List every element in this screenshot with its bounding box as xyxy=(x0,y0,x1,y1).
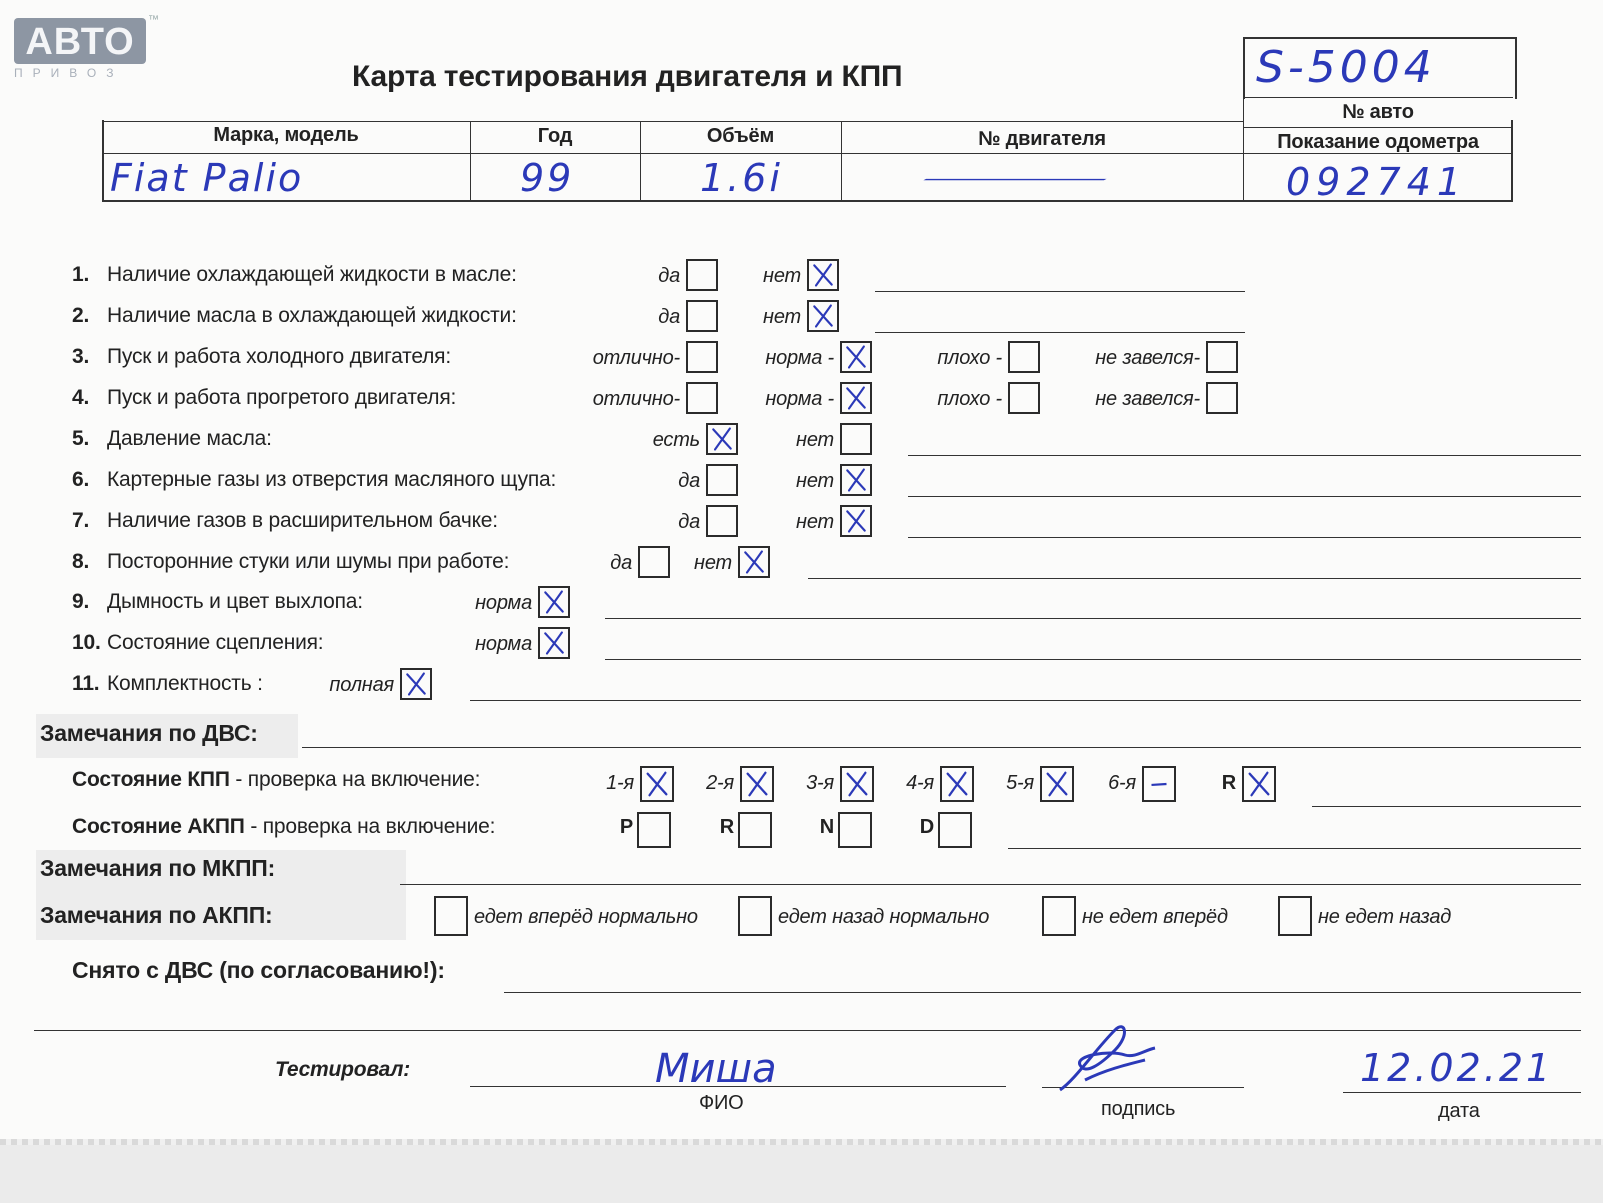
item-label: Состояние сцепления: xyxy=(107,631,324,654)
kpp-label xyxy=(72,768,480,792)
option-label: нет xyxy=(763,306,801,328)
item-number: 10. xyxy=(72,631,101,654)
option-label: отлично- xyxy=(592,347,680,369)
gear-label: 1-я xyxy=(606,772,634,794)
item-number: 4. xyxy=(72,386,90,409)
logo-brand: АВТО xyxy=(25,21,135,63)
checkbox-checked[interactable] xyxy=(807,300,839,332)
item-notes-line[interactable] xyxy=(875,332,1245,333)
kpp-label-bold: Состояние КПП xyxy=(72,768,230,791)
gear-label: 3-я xyxy=(806,772,834,794)
item-notes-line[interactable] xyxy=(908,537,1581,538)
gear-label: 4-я xyxy=(906,772,934,794)
option-label: норма - xyxy=(765,347,834,369)
logo-tm: ™ xyxy=(148,14,159,26)
gear-checkbox-checked[interactable] xyxy=(840,766,874,802)
option-label: нет xyxy=(796,470,834,492)
option-label: да xyxy=(658,306,680,328)
item-notes-line[interactable] xyxy=(605,618,1581,619)
item-number: 1. xyxy=(72,263,90,286)
col-header-car-no: № авто xyxy=(1342,101,1414,123)
akpp-mode-label: R xyxy=(719,816,734,838)
remarks-engine-line[interactable] xyxy=(302,747,1581,748)
gear-checkbox-checked[interactable] xyxy=(640,766,674,802)
value-year: 99 xyxy=(520,156,575,200)
item-label: Дымность и цвет выхлопа: xyxy=(107,590,363,613)
checkbox-checked[interactable] xyxy=(538,586,570,618)
option-label: отлично- xyxy=(592,388,680,410)
option-label: нет xyxy=(694,552,732,574)
item-label: Посторонние стуки или шумы при работе: xyxy=(107,550,510,573)
option-label: плохо - xyxy=(937,388,1002,410)
option-label: да xyxy=(678,511,700,533)
gear-label: 2-я xyxy=(706,772,734,794)
tested-by-label: Тестировал: xyxy=(275,1058,410,1081)
gear-label: 5-я xyxy=(1006,772,1034,794)
value-odometer: 092741 xyxy=(1286,160,1468,204)
checkbox-checked[interactable] xyxy=(840,505,872,537)
option-label: да xyxy=(678,470,700,492)
option-label: да xyxy=(658,265,680,287)
item-notes-line[interactable] xyxy=(808,578,1581,579)
value-volume: 1.6i xyxy=(700,156,783,200)
gear-label: R xyxy=(1221,772,1236,794)
checkbox-checked[interactable] xyxy=(807,259,839,291)
item-notes-line[interactable] xyxy=(908,455,1581,456)
page-title: Карта тестирования двигателя и КПП xyxy=(352,60,903,93)
col-header-odometer: Показание одометра xyxy=(1277,131,1479,153)
akpp-mode-checkbox[interactable] xyxy=(637,812,671,848)
akpp-remark-label: не едет назад xyxy=(1318,906,1452,928)
item-label: Пуск и работа прогретого двигателя: xyxy=(107,386,457,409)
akpp-mode-label: D xyxy=(919,816,934,838)
akpp-label-bold: Состояние АКПП xyxy=(72,815,245,838)
checkbox-checked[interactable] xyxy=(840,382,872,414)
checkbox-checked[interactable] xyxy=(840,341,872,373)
date-line[interactable] xyxy=(1343,1092,1581,1093)
remarks-mkpp-label: Замечания по МКПП: xyxy=(40,855,276,881)
fio-value: Миша xyxy=(655,1046,777,1092)
item-label: Пуск и работа холодного двигателя: xyxy=(107,345,451,368)
logo-sub: ПРИВОЗ xyxy=(14,66,124,80)
remarks-engine-label: Замечания по ДВС: xyxy=(40,720,258,746)
akpp-mode-label: N xyxy=(819,816,834,838)
item-number: 8. xyxy=(72,550,90,573)
item-number: 2. xyxy=(72,304,90,327)
signature-label: подпись xyxy=(1101,1098,1176,1120)
signature-mark xyxy=(1055,1020,1165,1100)
col-header-engine-no: № двигателя xyxy=(978,128,1106,150)
option-label: да xyxy=(610,552,632,574)
item-number: 6. xyxy=(72,468,90,491)
akpp-label-rest: - проверка на включение: xyxy=(244,815,496,838)
option-label: нет xyxy=(796,429,834,451)
option-label: норма xyxy=(475,633,532,655)
option-label: полная xyxy=(329,674,394,696)
checkbox-checked[interactable] xyxy=(840,464,872,496)
item-number: 11. xyxy=(72,672,100,695)
gear-label: 6-я xyxy=(1108,772,1136,794)
akpp-mode-checkbox[interactable] xyxy=(838,812,872,848)
akpp-mode-checkbox[interactable] xyxy=(938,812,972,848)
date-value: 12.02.21 xyxy=(1360,1046,1554,1090)
item-number: 5. xyxy=(72,427,90,450)
col-header-year: Год xyxy=(537,125,573,147)
removed-line[interactable] xyxy=(504,992,1581,993)
checkbox-checked[interactable] xyxy=(538,627,570,659)
gear-checkbox-dash[interactable] xyxy=(1142,766,1176,802)
item-label: Комплектность : xyxy=(107,672,263,695)
akpp-remark-checkbox[interactable] xyxy=(434,896,468,936)
option-label: нет xyxy=(796,511,834,533)
item-number: 9. xyxy=(72,590,90,613)
akpp-remark-checkbox[interactable] xyxy=(1042,896,1076,936)
gear-checkbox-checked[interactable] xyxy=(1040,766,1074,802)
checkbox[interactable] xyxy=(1206,382,1238,414)
col-header-volume: Объём xyxy=(706,125,775,147)
option-label: норма - xyxy=(765,388,834,410)
item-label: Картерные газы из отверстия масляного щупа: xyxy=(107,468,557,491)
item-notes-line[interactable] xyxy=(908,496,1581,497)
item-notes-line[interactable] xyxy=(875,291,1245,292)
item-number: 3. xyxy=(72,345,90,368)
col-header-model: Марка, модель xyxy=(213,124,359,146)
akpp-remark-checkbox[interactable] xyxy=(1278,896,1312,936)
akpp-remark-label: едет вперёд нормально xyxy=(474,906,698,928)
checkbox-checked[interactable] xyxy=(400,668,432,700)
akpp-remark-label: не едет вперёд xyxy=(1082,906,1228,928)
option-label: не завелся- xyxy=(1095,388,1200,410)
item-label: Наличие масла в охлаждающей жидкости: xyxy=(107,304,517,327)
option-label: есть xyxy=(652,429,700,451)
date-label: дата xyxy=(1438,1100,1480,1122)
value-engine-no: — xyxy=(915,166,1115,190)
gear-checkbox-checked[interactable] xyxy=(740,766,774,802)
option-label: плохо - xyxy=(937,347,1002,369)
option-label: не завелся- xyxy=(1095,347,1200,369)
option-label: нет xyxy=(763,265,801,287)
item-label: Наличие газов в расширительном бачке: xyxy=(107,509,498,532)
gear-checkbox-checked[interactable] xyxy=(1242,766,1276,802)
checkbox[interactable] xyxy=(840,423,872,455)
remarks-mkpp-line[interactable] xyxy=(400,884,1581,885)
item-notes-line[interactable] xyxy=(605,659,1581,660)
item-notes-line[interactable] xyxy=(470,700,1581,701)
car-number-value: S-5004 xyxy=(1256,42,1436,93)
removed-label: Снято с ДВС (по согласованию!): xyxy=(72,957,445,983)
item-label: Давление масла: xyxy=(107,427,272,450)
fio-label: ФИО xyxy=(699,1092,744,1114)
akpp-remark-checkbox[interactable] xyxy=(738,896,772,936)
item-number: 7. xyxy=(72,509,90,532)
value-model: Fiat Palio xyxy=(110,156,304,200)
remarks-akpp-label: Замечания по АКПП: xyxy=(40,902,273,928)
kpp-label-rest: - проверка на включение: xyxy=(229,768,481,791)
option-label: норма xyxy=(475,592,532,614)
akpp-mode-checkbox[interactable] xyxy=(738,812,772,848)
checkbox-checked[interactable] xyxy=(738,546,770,578)
akpp-remark-label: едет назад нормально xyxy=(778,906,990,928)
akpp-label xyxy=(72,815,495,839)
checkbox[interactable] xyxy=(1206,341,1238,373)
item-label: Наличие охлаждающей жидкости в масле: xyxy=(107,263,517,286)
gear-checkbox-checked[interactable] xyxy=(940,766,974,802)
akpp-mode-label: P xyxy=(619,816,633,838)
